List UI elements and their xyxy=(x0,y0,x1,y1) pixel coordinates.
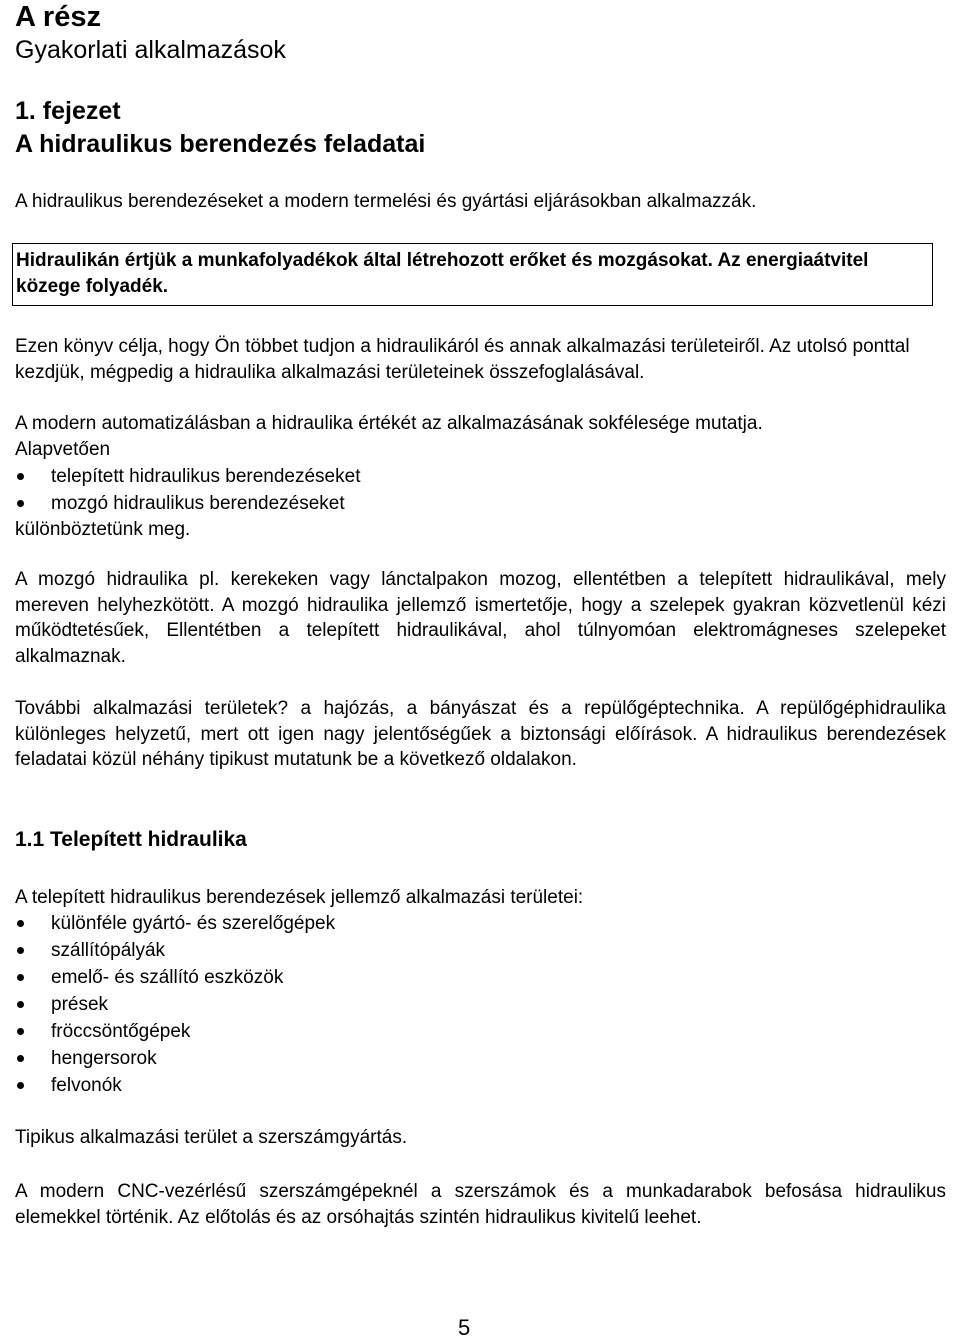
purpose-paragraph: Ezen könyv célja, hogy Ön többet tudjon a hidraulikáról és annak alkalmazási területeiről. Az utolsó ponttal kezdjük, mégpedig a hidraulika alkalmazási területeinek összefoglalásával. xyxy=(15,336,910,383)
list-item: hengersorok xyxy=(15,1045,335,1072)
bullet-icon xyxy=(17,974,24,981)
hydraulics-types-list xyxy=(15,463,360,517)
page-number: 5 xyxy=(458,1315,471,1340)
cnc-paragraph: A modern CNC-vezérlésű szerszámgépeknél a szerszámok és a munkadarabok befosása hidraulikus elemekkel történik. Az előtolás és az orsóhajtás szintén hidraulikus kivitelű leehet. xyxy=(15,1181,946,1228)
bullet-icon xyxy=(17,947,24,954)
chapter-number: 1. fejezet xyxy=(15,97,121,125)
bullet-icon xyxy=(17,1001,24,1008)
typical-area-text: Tipikus alkalmazási terület a szerszámgyártás. xyxy=(15,1127,408,1148)
bullet-icon xyxy=(17,500,24,507)
intro-paragraph: A hidraulikus berendezéseket a modern termelési és gyártási eljárásokban alkalmazzák. xyxy=(15,191,757,212)
modern-intro-paragraph: A modern automatizálásban a hidraulika értékét az alkalmazásának sokfélesége mutatja. xyxy=(15,413,763,434)
section-intro: A telepített hidraulikus berendezések jellemző alkalmazási területei: xyxy=(15,887,584,908)
list-item: felvonók xyxy=(15,1072,335,1099)
section-title: 1.1 Telepített hidraulika xyxy=(15,828,247,851)
distinguish-text: különböztetünk meg. xyxy=(15,519,191,540)
list-item: mozgó hidraulikus berendezéseket xyxy=(15,490,360,517)
list-item: prések xyxy=(15,991,335,1018)
part-title: A rész xyxy=(15,1,101,33)
chapter-title: A hidraulikus berendezés feladatai xyxy=(15,130,426,158)
bullet-icon xyxy=(17,1082,24,1089)
bullet-icon xyxy=(17,920,24,927)
definition-box: Hidraulikán értjük a munkafolyadékok által létrehozott erőket és mozgásokat. Az energiaátvitel közege folyadék. xyxy=(12,243,933,306)
bullet-icon xyxy=(17,1028,24,1035)
part-subtitle: Gyakorlati alkalmazások xyxy=(15,36,286,64)
application-areas-list xyxy=(15,910,335,1099)
mobile-hydraulics-paragraph: A mozgó hidraulika pl. kerekeken vagy lánctalpakon mozog, ellentétben a telepített hidraulikával, mely mereven helyhezkötött. A mozgó hidraulika jellemző ismertetője, hogy a szelepek gyakran közvetlenül kézi működtetésűek, Ellentétben a telepített hidraulikával, ahol túlnyomóan elektromágneses szelepeket alkalmaznak. xyxy=(15,569,946,667)
list-item: fröccsöntőgépek xyxy=(15,1018,335,1045)
bullet-icon xyxy=(17,473,24,480)
list-item: emelő- és szállító eszközök xyxy=(15,964,335,991)
list-item: telepített hidraulikus berendezéseket xyxy=(15,463,360,490)
basically-text: Alapvetően xyxy=(15,439,111,460)
list-item: szállítópályák xyxy=(15,937,335,964)
list-item: különféle gyártó- és szerelőgépek xyxy=(15,910,335,937)
bullet-icon xyxy=(17,1055,24,1062)
further-areas-paragraph: További alkalmazási területek? a hajózás, a bányászat és a repülőgéptechnika. A repülőgéphidraulika különleges helyzetű, mert ott igen nagy jelentőségűek a biztonsági előírások. A hidraulikus berendezések feladatai közül néhány tipikust mutatunk be a következő oldalakon. xyxy=(15,698,946,770)
